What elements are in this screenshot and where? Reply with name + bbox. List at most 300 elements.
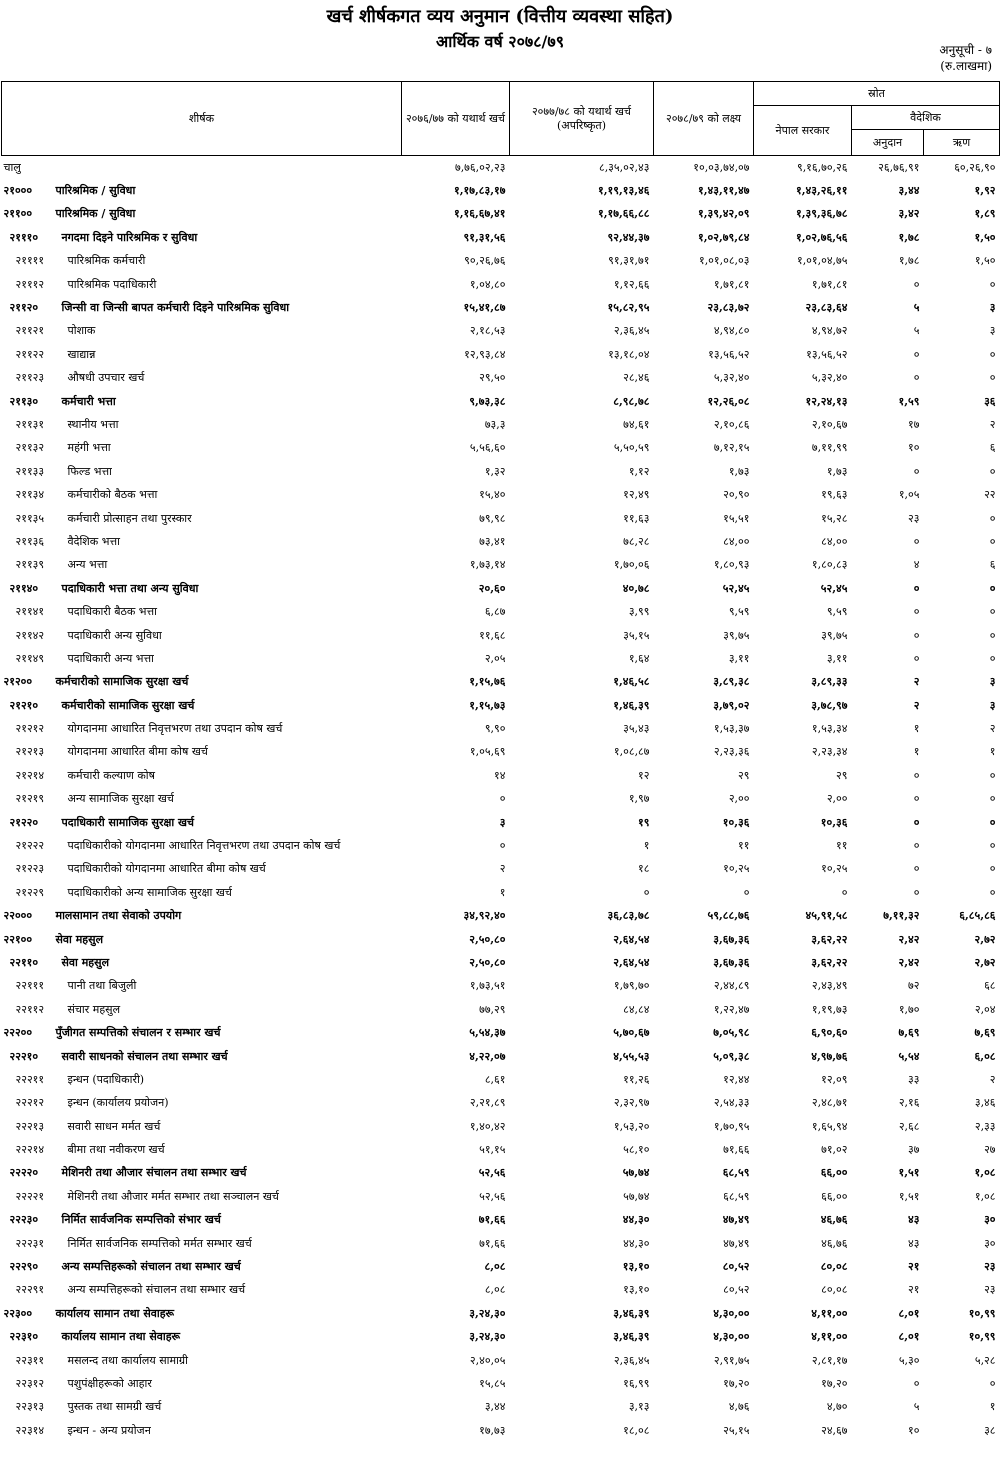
actual-2077-cell: १,९७ — [628, 792, 650, 806]
row-title: निर्मित सार्वजनिक सम्पत्तिको संभार खर्च — [61, 1213, 221, 1227]
grant-cell: ३,४४ — [898, 184, 920, 198]
actual-2077-cell: ३,४६,३९ — [613, 1330, 650, 1344]
target-2078-cell: ८०,५२ — [722, 1260, 750, 1274]
row-title: सेवा महसुल — [61, 955, 110, 969]
grant-cell: ५,५४ — [898, 1049, 920, 1063]
grant-cell: ५ — [913, 301, 920, 315]
table-row — [2, 203, 1000, 226]
loan-cell: ० — [989, 768, 996, 782]
actual-2076-cell: १७,७३ — [479, 1423, 506, 1437]
row-title: पारिश्रमिक / सुविधा — [55, 184, 136, 198]
target-2078-cell: १,७०,९५ — [713, 1119, 750, 1133]
row-title: नगदमा दिइने पारिश्रमिक र सुविधा — [61, 230, 198, 244]
row-code: २२२३० — [9, 1213, 39, 1227]
target-2078-cell: १,०२,७९,८४ — [697, 230, 750, 244]
actual-2076-cell: १,४०,४२ — [469, 1119, 506, 1133]
unit-label: (रु.लाखमा) — [940, 59, 992, 73]
row-code: २२००० — [3, 909, 33, 923]
nepal-govt-cell: १३,५६,५२ — [806, 347, 848, 361]
actual-2077-cell: ३५,१५ — [623, 628, 650, 642]
actual-2077-cell: ४०,७८ — [622, 581, 650, 595]
nepal-govt-cell: १५,२८ — [821, 511, 848, 525]
grant-cell: १ — [913, 745, 920, 759]
loan-cell: ० — [989, 347, 996, 361]
actual-2076-cell: १५,४१,८७ — [463, 301, 506, 315]
table-row — [2, 928, 1000, 951]
actual-2076-cell: १२,९३,८४ — [464, 347, 506, 361]
row-code: २११११ — [15, 254, 45, 268]
nepal-govt-cell: १,६५,९४ — [811, 1119, 848, 1133]
nepal-govt-cell: ३,८९,३३ — [811, 675, 848, 689]
actual-2077-cell: १३,१० — [623, 1283, 650, 1297]
grant-cell: १,७८ — [898, 230, 920, 244]
target-2078-cell: ४,३०,०० — [713, 1330, 750, 1344]
row-title: इन्धन (कार्यालय प्रयोजन) — [67, 1096, 169, 1110]
actual-2077-cell: १९ — [638, 815, 650, 829]
row-title: महंगी भत्ता — [67, 441, 111, 455]
loan-cell: ३० — [984, 1236, 996, 1250]
row-title: पशुपंक्षीहरूको आहार — [67, 1377, 152, 1390]
row-heading-cell — [2, 1279, 402, 1302]
row-code: २२२१३ — [15, 1119, 45, 1133]
target-2078-cell: ७,१२,१५ — [713, 441, 750, 455]
row-title: पारिश्रमिक / सुविधा — [55, 207, 136, 221]
nepal-govt-cell: २,०० — [826, 792, 848, 806]
loan-cell: ३ — [989, 675, 996, 689]
nepal-govt-cell: ३,११ — [826, 651, 848, 665]
loan-cell: ६,८५,८६ — [959, 909, 996, 923]
target-2078-cell: १,८०,९३ — [713, 558, 750, 572]
row-code: २११३६ — [15, 534, 45, 548]
loan-cell: ७,६९ — [974, 1026, 996, 1040]
grant-cell: ० — [913, 768, 920, 782]
loan-cell: ३ — [989, 698, 996, 712]
row-heading-cell — [2, 647, 402, 670]
actual-2076-cell: ७,७६,०२,२३ — [402, 156, 510, 180]
row-heading-cell — [2, 1068, 402, 1091]
actual-2076-cell: २,४०,०५ — [469, 1353, 506, 1367]
table-row — [2, 273, 1000, 296]
target-2078-cell: १,४३,११,४७ — [697, 184, 750, 198]
target-2078-cell: ३,६७,३६ — [713, 932, 750, 946]
actual-2077-cell: ५८,१० — [623, 1143, 650, 1157]
actual-2076-cell: २,५०,८० — [469, 955, 506, 969]
grant-cell: ४ — [913, 558, 920, 572]
row-title: कर्मचारी प्रोत्साहन तथा पुरस्कार — [67, 511, 192, 525]
grant-cell: ० — [913, 815, 920, 829]
actual-2077-cell: ८,३५,०२,४३ — [510, 156, 654, 180]
actual-2077-cell: १,१९,१३,४६ — [597, 184, 650, 198]
row-heading-cell — [2, 1138, 402, 1161]
target-2078-cell: १०,३६ — [722, 815, 750, 829]
table-row — [2, 1255, 1000, 1278]
table-row — [2, 250, 1000, 273]
row-title: इन्धन (पदाधिकारी) — [67, 1072, 145, 1086]
table-row — [2, 951, 1000, 974]
actual-2076-cell: ५,५४,३७ — [469, 1026, 506, 1040]
loan-cell: ३० — [984, 1213, 996, 1227]
row-heading-cell — [2, 1372, 402, 1395]
row-heading-cell — [2, 1092, 402, 1115]
actual-2077-cell: १५,८२,९५ — [607, 301, 650, 315]
row-heading-cell — [2, 764, 402, 787]
row-title: अन्य सम्पत्तिहरूको संचालन तथा सम्भार खर्च — [67, 1283, 246, 1297]
row-heading-cell — [2, 343, 402, 366]
target-2078-cell: ५२,४५ — [722, 581, 750, 595]
row-heading-cell — [2, 1115, 402, 1138]
col-target-2078: २०७८/७९ को लक्ष्य — [654, 82, 754, 156]
nepal-govt-cell: १,८०,८३ — [811, 558, 848, 572]
actual-2076-cell: १,३२ — [484, 464, 506, 478]
row-heading-cell — [2, 250, 402, 273]
row-heading-cell — [2, 1185, 402, 1208]
actual-2076-cell: ९,९० — [484, 722, 506, 736]
row-code: २२२११ — [15, 1072, 45, 1086]
row-title: कार्यालय सामान तथा सेवाहरू — [61, 1330, 181, 1344]
nepal-govt-cell: १०,२५ — [821, 862, 848, 876]
loan-cell: ० — [989, 605, 996, 619]
row-title: योगदानमा आधारित बीमा कोष खर्च — [67, 745, 208, 759]
row-heading-cell — [2, 179, 402, 202]
nepal-govt-cell: १७,२० — [821, 1377, 848, 1390]
nepal-govt-cell: ३,७८,९७ — [811, 698, 848, 712]
loan-cell: २,०४ — [974, 1002, 996, 1016]
row-title: संचार महसुल — [67, 1002, 121, 1016]
grant-cell: २,१६ — [898, 1096, 920, 1110]
loan-cell: ० — [989, 534, 996, 548]
table-row — [2, 1396, 1000, 1419]
actual-2076-cell: २,०५ — [484, 651, 506, 665]
nepal-govt-cell: ८०,०८ — [820, 1260, 848, 1274]
row-title: पुँजीगत सम्पत्तिको संचालन र सम्भार खर्च — [55, 1026, 221, 1040]
target-2078-cell: २,२३,३६ — [713, 745, 750, 759]
actual-2077-cell: ३,१३ — [628, 1400, 650, 1414]
loan-cell: २३ — [984, 1260, 996, 1274]
grant-cell: ७,११,३२ — [883, 909, 920, 923]
table-row — [2, 694, 1000, 717]
row-title: कर्मचारीको सामाजिक सुरक्षा खर्च — [61, 698, 195, 712]
target-2078-cell: १७,२० — [723, 1377, 750, 1390]
table-row — [2, 179, 1000, 202]
target-2078-cell: ३,११ — [728, 651, 750, 665]
report-title: खर्च शीर्षकगत व्यय अनुमान (वित्तीय व्यवस्था सहित) — [326, 6, 674, 27]
row-heading-cell — [2, 1419, 402, 1442]
target-2078-cell: २,०० — [728, 792, 750, 806]
row-title: वैदेशिक भत्ता — [67, 534, 120, 548]
grant-cell: १७ — [908, 417, 920, 431]
table-row — [2, 1068, 1000, 1091]
nepal-govt-cell: १,०१,०४,७५ — [796, 254, 848, 268]
nepal-govt-cell: ४,९४,७२ — [811, 324, 848, 338]
target-2078-cell: ४७,४९ — [722, 1213, 750, 1227]
actual-2076-cell: ९१,३१,५६ — [463, 230, 506, 244]
target-2078-cell: १५,५१ — [723, 511, 750, 525]
grant-cell: ० — [913, 885, 920, 899]
actual-2076-cell: १,१६,६७,४१ — [453, 207, 506, 221]
row-code: २२३१३ — [15, 1400, 45, 1414]
row-code: २२२०० — [3, 1026, 33, 1040]
schedule-number: अनुसूची - ७ — [939, 43, 992, 57]
row-title: योगदानमा आधारित निवृत्तभरण तथा उपदान कोष खर्च — [67, 722, 283, 736]
actual-2076-cell: २,२१,८९ — [469, 1096, 506, 1110]
actual-2076-cell: ० — [499, 792, 506, 806]
row-heading-cell — [2, 1396, 402, 1419]
actual-2076-cell: ० — [499, 839, 506, 853]
actual-2077-cell: १,१२,६६ — [613, 277, 650, 291]
loan-cell: ० — [989, 371, 996, 385]
loan-cell: ० — [989, 1377, 996, 1390]
actual-2077-cell: १,५३,२० — [613, 1119, 650, 1133]
grant-cell: ७,६९ — [898, 1026, 920, 1040]
table-row — [2, 530, 1000, 553]
actual-2076-cell: २,१८,५३ — [469, 324, 506, 338]
nepal-govt-cell: ५,३२,४० — [811, 371, 848, 385]
target-2078-cell: ६८,५९ — [722, 1166, 750, 1180]
nepal-govt-cell: ३,६२,२२ — [811, 955, 848, 969]
actual-2076-cell: ५२,५६ — [479, 1189, 506, 1203]
row-code: २२३१२ — [15, 1377, 45, 1390]
table-row — [2, 764, 1000, 787]
row-heading-cell — [2, 296, 402, 319]
row-code: २२३१४ — [15, 1423, 45, 1437]
grant-cell: ० — [913, 347, 920, 361]
loan-cell: २३ — [984, 1283, 996, 1297]
row-code: २११२० — [9, 301, 39, 315]
actual-2076-cell: १,१५,७३ — [469, 698, 506, 712]
target-2078-cell: २,४४,८९ — [713, 979, 750, 993]
table-row — [2, 1185, 1000, 1208]
table-body — [2, 156, 1000, 1443]
row-code: २११२२ — [15, 347, 45, 361]
nepal-govt-cell: ० — [841, 885, 848, 899]
nepal-govt-cell: १,१९,७३ — [811, 1002, 848, 1016]
nepal-govt-cell: २९ — [836, 768, 848, 782]
row-title: पुस्तक तथा सामग्री खर्च — [67, 1400, 162, 1414]
grant-cell: १० — [908, 441, 920, 455]
grant-cell: १० — [908, 1423, 920, 1437]
row-heading-cell — [2, 156, 402, 180]
loan-cell: ० — [989, 581, 996, 595]
row-code: २१२०० — [3, 675, 33, 689]
row-heading-cell — [2, 1349, 402, 1372]
grant-cell: ८,०१ — [898, 1306, 920, 1320]
nepal-govt-cell: २३,८३,६४ — [805, 301, 848, 315]
actual-2077-cell: २,६४,५४ — [613, 932, 650, 946]
grant-cell: २३ — [908, 511, 920, 525]
table-row — [2, 1092, 1000, 1115]
target-2078-cell: ६८,५९ — [723, 1189, 750, 1203]
loan-cell: ० — [989, 628, 996, 642]
grant-cell: ० — [913, 534, 920, 548]
loan-cell: १०,९९ — [968, 1330, 996, 1344]
row-title: अन्य सम्पत्तिहरूको संचालन तथा सम्भार खर्च — [61, 1260, 241, 1274]
row-heading-cell — [2, 320, 402, 343]
expenditure-table — [1, 81, 1000, 1442]
target-2078-cell: ४,३०,०० — [713, 1306, 750, 1320]
row-code: २११३४ — [15, 488, 45, 502]
row-code: २११२१ — [15, 324, 45, 338]
row-title: स्थानीय भत्ता — [67, 417, 119, 431]
table-header — [2, 82, 1000, 156]
target-2078-cell: २,९१,७५ — [713, 1353, 750, 1367]
loan-cell: २२ — [984, 488, 996, 502]
actual-2077-cell: ४४,३० — [623, 1236, 650, 1250]
row-heading-cell — [2, 437, 402, 460]
col-actual-2077: २०७७/७८ को यथार्थ खर्च (अपरिष्कृत) — [510, 82, 654, 156]
table-row — [2, 483, 1000, 506]
row-code: २२२९० — [9, 1260, 39, 1274]
grant-cell: २,६८ — [898, 1119, 920, 1133]
row-title: पानी तथा बिजुली — [67, 979, 137, 993]
actual-2077-cell: ७४,६१ — [623, 417, 650, 431]
table-row — [2, 1115, 1000, 1138]
table-row — [2, 390, 1000, 413]
table-row — [2, 367, 1000, 390]
loan-cell: ० — [989, 885, 996, 899]
row-title: मेशिनरी तथा औजार संचालन तथा सम्भार खर्च — [61, 1166, 247, 1180]
actual-2077-cell: १,४६,५८ — [613, 675, 650, 689]
target-2078-cell: २०,९० — [723, 488, 750, 502]
table-row — [2, 834, 1000, 857]
actual-2076-cell: ८,०८ — [484, 1260, 506, 1274]
row-heading-cell — [2, 1021, 402, 1044]
actual-2076-cell: ३,२४,३० — [469, 1306, 506, 1320]
row-code: २१२१३ — [15, 745, 45, 759]
target-2078-cell: १,०१,०८,०३ — [698, 254, 750, 268]
actual-2077-cell: ९१,३१,७१ — [608, 254, 650, 268]
nepal-govt-cell: ६,९०,६० — [811, 1026, 848, 1040]
table-row — [2, 1302, 1000, 1325]
actual-2076-cell: ५२,५६ — [478, 1166, 506, 1180]
nepal-govt-cell: १,०२,७६,५६ — [795, 230, 848, 244]
actual-2077-cell: १,६४ — [628, 651, 650, 665]
fiscal-year-subtitle: आर्थिक वर्ष २०७८/७९ — [435, 32, 565, 51]
actual-2076-cell: १५,४० — [479, 488, 506, 502]
row-title: पदाधिकारी बैठक भत्ता — [67, 605, 157, 619]
row-heading-cell — [2, 811, 402, 834]
row-code: २२२२० — [9, 1166, 39, 1180]
grant-cell: ५ — [913, 324, 920, 338]
loan-cell: ० — [989, 511, 996, 525]
nepal-govt-cell: २४,६७ — [821, 1423, 848, 1437]
target-2078-cell: १२,२६,०८ — [707, 394, 750, 408]
loan-cell: १,०८ — [974, 1166, 996, 1180]
loan-cell: ३८ — [984, 1423, 996, 1437]
actual-2077-cell: ११,६३ — [623, 511, 650, 525]
actual-2077-cell: २,६४,५४ — [613, 955, 650, 969]
loan-cell: १,९२ — [974, 184, 996, 198]
loan-cell: ६ — [989, 558, 996, 572]
row-heading-cell — [2, 1162, 402, 1185]
nepal-govt-cell: ४,११,०० — [811, 1306, 848, 1320]
loan-cell: २ — [989, 417, 996, 431]
actual-2077-cell: ० — [643, 885, 650, 899]
grant-cell: १,५१ — [898, 1189, 920, 1203]
actual-2076-cell: २९,५० — [479, 371, 506, 385]
table-row — [2, 811, 1000, 834]
actual-2077-cell: १२,४९ — [623, 488, 650, 502]
table-row — [2, 460, 1000, 483]
row-code: २११४१ — [15, 605, 45, 619]
row-code: २१२१९ — [15, 792, 45, 806]
grant-cell: ० — [913, 862, 920, 876]
nepal-govt-cell: ८०,०८ — [821, 1283, 848, 1297]
grant-cell: १,७८ — [898, 254, 920, 268]
row-code: २२११० — [9, 955, 39, 969]
row-title: मसलन्द तथा कार्यालय सामाग्री — [67, 1353, 188, 1367]
loan-cell: १०,९९ — [968, 1306, 996, 1320]
actual-2077-cell: ३६,८३,७८ — [607, 909, 650, 923]
grant-cell: ८,०१ — [898, 1330, 920, 1344]
loan-cell: ५,२८ — [974, 1353, 996, 1367]
actual-2076-cell: २०,६० — [478, 581, 506, 595]
row-code: २११२३ — [15, 371, 45, 385]
actual-2076-cell: ५,५६,६० — [469, 441, 506, 455]
row-heading-cell — [2, 554, 402, 577]
table-row — [2, 600, 1000, 623]
table-row — [2, 577, 1000, 600]
actual-2077-cell: २,३६,४५ — [613, 1353, 650, 1367]
row-code: २११४० — [9, 581, 39, 595]
grant-cell: २६,७६,९१ — [852, 156, 924, 180]
actual-2076-cell: १ — [499, 885, 506, 899]
row-code: २२३०० — [3, 1306, 33, 1320]
actual-2076-cell: १,७३,५१ — [469, 979, 506, 993]
loan-cell: ३६ — [984, 394, 996, 408]
target-2078-cell: ४,९४,८० — [713, 324, 750, 338]
actual-2076-cell: १,१५,७६ — [469, 675, 506, 689]
nepal-govt-cell: १,७३ — [826, 464, 848, 478]
actual-2076-cell: ११,६८ — [479, 628, 506, 642]
table-row — [2, 788, 1000, 811]
row-code: २२१०० — [3, 932, 33, 946]
row-code: २११३५ — [15, 511, 45, 525]
schedule-info — [939, 42, 992, 74]
loan-cell: १,८९ — [974, 207, 996, 221]
actual-2076-cell: ५१,१५ — [479, 1143, 506, 1157]
target-2078-cell: १३,५६,५२ — [708, 347, 750, 361]
row-title: अन्य सामाजिक सुरक्षा खर्च — [67, 792, 174, 806]
loan-cell: ६ — [989, 441, 996, 455]
target-2078-cell: ४७,४९ — [723, 1236, 750, 1250]
grant-cell: ० — [913, 277, 920, 291]
target-2078-cell: ५,०९,३८ — [713, 1049, 750, 1063]
loan-cell: २,७२ — [974, 955, 996, 969]
actual-2076-cell: ६,८७ — [484, 605, 506, 619]
row-heading-cell — [2, 998, 402, 1021]
actual-2077-cell: ९२,४४,३७ — [607, 230, 650, 244]
nepal-govt-cell: १,५३,३४ — [811, 722, 848, 736]
target-2078-cell: ३,८९,३८ — [713, 675, 750, 689]
target-2078-cell: २,५४,३३ — [713, 1096, 750, 1110]
target-2078-cell: १२,४४ — [723, 1072, 750, 1086]
row-code: २२१११ — [15, 979, 45, 993]
row-heading-cell — [2, 1209, 402, 1232]
row-title: पदाधिकारीको योगदानमा आधारित निवृत्तभरण तथा उपदान कोष खर्च — [67, 839, 341, 853]
col-source: स्रोत — [754, 82, 1000, 106]
nepal-govt-cell: १९,६३ — [821, 488, 848, 502]
target-2078-cell: ३,७९,०२ — [713, 698, 750, 712]
nepal-govt-cell: ३९,७५ — [821, 628, 848, 642]
row-heading-cell — [2, 483, 402, 506]
row-title: पदाधिकारीको अन्य सामाजिक सुरक्षा खर्च — [67, 885, 232, 899]
table-row — [2, 717, 1000, 740]
table-row — [2, 156, 1000, 180]
nepal-govt-cell: ४६,७६ — [820, 1213, 848, 1227]
nepal-govt-cell: ९,५९ — [826, 605, 848, 619]
loan-cell: २,३३ — [974, 1119, 996, 1133]
nepal-govt-cell: १२,२४,१३ — [805, 394, 848, 408]
